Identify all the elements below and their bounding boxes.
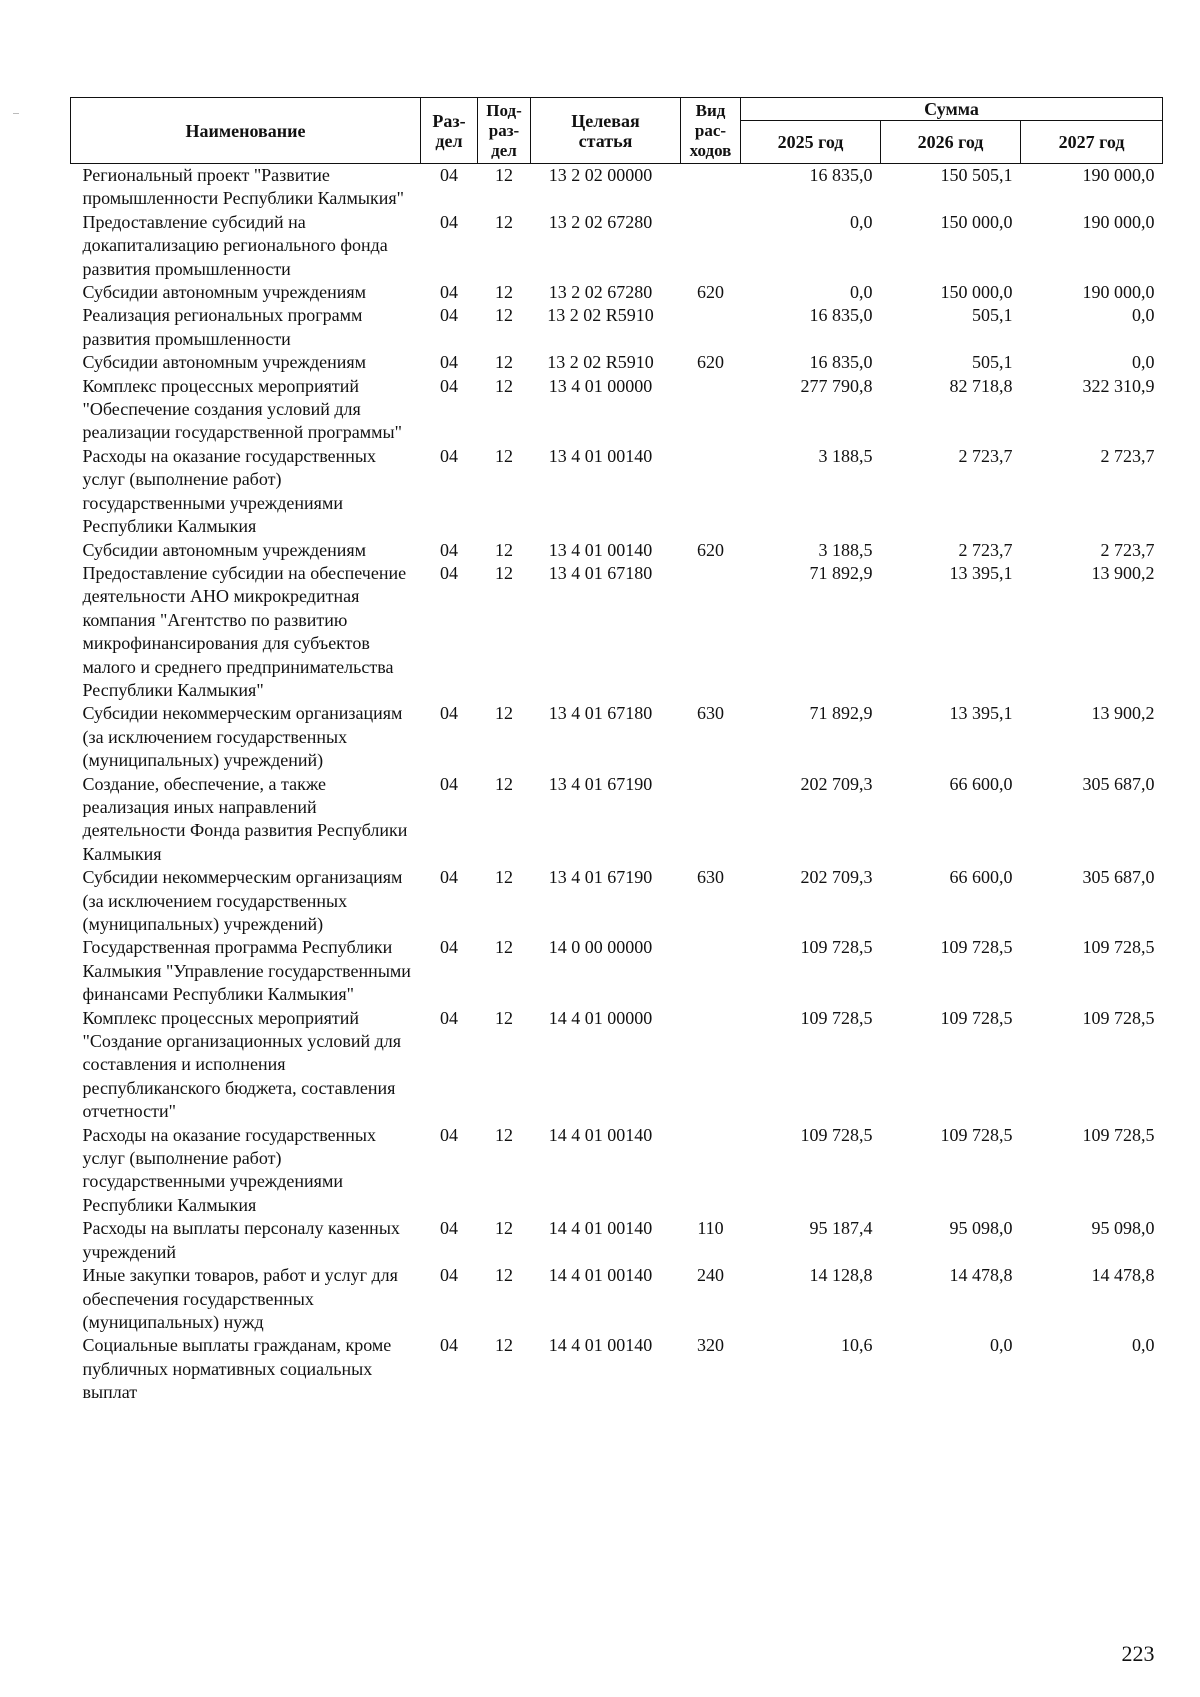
row-vid: 630: [697, 703, 724, 724]
row-value-2025: 109 728,5: [800, 1007, 873, 1028]
row-value-2026: 66 600,0: [949, 867, 1013, 888]
row-name: Предоставление субсидии на обеспечение деятельности АНО микрокредитная компания "Агентство по развитию микрофинансирования для субъектов малого и среднего предпринимательства Республики Калмыкия": [82, 562, 407, 700]
row-celevaya: 14 4 01 00140: [548, 1218, 653, 1239]
row-value-2026: 150 000,0: [940, 211, 1013, 232]
row-value-2025: 202 709,3: [800, 773, 873, 794]
row-value-2025: 16 835,0: [809, 352, 873, 373]
row-value-2025: 10,6: [841, 1335, 873, 1356]
row-value-2026: 95 098,0: [949, 1218, 1013, 1239]
table-row: [71, 164, 1163, 211]
row-celevaya: 13 2 02 R5910: [547, 305, 654, 326]
row-razdel: 04: [440, 562, 458, 583]
row-podrazdel: 12: [495, 1335, 513, 1356]
row-value-2026: 505,1: [972, 352, 1013, 373]
row-podrazdel: 12: [495, 773, 513, 794]
row-vid: [681, 936, 741, 1006]
table-row: [71, 1124, 1163, 1218]
table-row: [71, 351, 1163, 374]
row-value-2027: 13 900,2: [1091, 562, 1155, 583]
row-celevaya: 13 2 02 R5910: [547, 352, 654, 373]
row-podrazdel: 12: [495, 282, 513, 303]
row-value-2027: 0,0: [1132, 352, 1155, 373]
row-value-2026: 13 395,1: [949, 703, 1013, 724]
table-row: [71, 866, 1163, 936]
row-celevaya: 13 4 01 67190: [548, 867, 653, 888]
table-row: [71, 773, 1163, 867]
row-value-2026: 2 723,7: [958, 445, 1013, 466]
row-value-2027: 305 687,0: [1082, 867, 1155, 888]
row-podrazdel: 12: [495, 352, 513, 373]
row-vid: [681, 375, 741, 445]
row-name: Иные закупки товаров, работ и услуг для обеспечения государственных (муниципальных) нужд: [82, 1265, 398, 1332]
table-row: [71, 1217, 1163, 1264]
header-year-2025: 2025 год: [741, 121, 881, 164]
row-value-2025: 277 790,8: [800, 375, 873, 396]
row-value-2027: 14 478,8: [1091, 1265, 1155, 1286]
row-podrazdel: 12: [495, 1124, 513, 1145]
row-razdel: 04: [440, 1218, 458, 1239]
row-value-2025: 3 188,5: [818, 445, 873, 466]
row-podrazdel: 12: [495, 1265, 513, 1286]
row-razdel: 04: [440, 703, 458, 724]
row-value-2025: 0,0: [850, 211, 873, 232]
row-razdel: 04: [440, 773, 458, 794]
row-value-2027: 109 728,5: [1082, 1124, 1155, 1145]
row-value-2027: 2 723,7: [1100, 445, 1155, 466]
table-row: [71, 375, 1163, 445]
row-value-2025: 14 128,8: [809, 1265, 873, 1286]
row-celevaya: 13 2 02 67280: [548, 211, 653, 232]
table-row: [71, 445, 1163, 539]
row-podrazdel: 12: [495, 539, 513, 560]
table-body: [71, 164, 1163, 1405]
row-razdel: 04: [440, 867, 458, 888]
table-row: [71, 211, 1163, 281]
row-razdel: 04: [440, 211, 458, 232]
row-name: Субсидии некоммерческим организациям (за исключением государственных (муниципальных) учреждений): [82, 867, 403, 934]
row-value-2027: 13 900,2: [1091, 703, 1155, 724]
header-razdel: Раз- дел: [421, 98, 478, 164]
row-vid: [681, 304, 741, 351]
row-podrazdel: 12: [495, 445, 513, 466]
header-summa: Сумма: [741, 98, 1163, 121]
row-value-2026: 109 728,5: [940, 1007, 1013, 1028]
row-celevaya: 13 4 01 00000: [548, 375, 653, 396]
row-razdel: 04: [440, 352, 458, 373]
row-value-2026: 13 395,1: [949, 562, 1013, 583]
row-value-2026: 109 728,5: [940, 937, 1013, 958]
row-vid: 620: [697, 352, 724, 373]
table-row: [71, 1007, 1163, 1124]
row-value-2025: 16 835,0: [809, 165, 873, 185]
row-name: Комплекс процессных мероприятий "Обеспечение создания условий для реализации государственной программы": [82, 375, 402, 443]
row-vid: [681, 445, 741, 539]
row-value-2025: 109 728,5: [800, 1124, 873, 1145]
row-value-2025: 95 187,4: [809, 1218, 873, 1239]
header-name: Наименование: [71, 98, 421, 164]
row-value-2025: 109 728,5: [800, 937, 873, 958]
row-razdel: 04: [440, 1335, 458, 1356]
row-vid: 240: [697, 1265, 724, 1286]
row-name: Региональный проект "Развитие промышленности Республики Калмыкия": [82, 165, 404, 209]
row-name: Создание, обеспечение, а также реализация иных направлений деятельности Фонда развития Республики Калмыкия: [82, 773, 408, 864]
row-vid: 620: [697, 282, 724, 303]
row-value-2027: 109 728,5: [1082, 1007, 1155, 1028]
row-vid: [681, 562, 741, 702]
budget-table: [70, 97, 1163, 1405]
row-celevaya: 13 4 01 67180: [548, 703, 653, 724]
row-value-2026: 505,1: [972, 305, 1013, 326]
row-value-2027: 0,0: [1132, 305, 1155, 326]
row-name: Субсидии автономным учреждениям: [82, 539, 367, 560]
row-razdel: 04: [440, 937, 458, 958]
table-row: [71, 304, 1163, 351]
row-celevaya: 13 2 02 67280: [548, 282, 653, 303]
row-vid: 630: [697, 867, 724, 888]
row-value-2025: 16 835,0: [809, 305, 873, 326]
row-value-2025: 0,0: [850, 282, 873, 303]
row-name: Предоставление субсидий на докапитализацию регионального фонда развития промышленности: [82, 211, 388, 279]
row-podrazdel: 12: [495, 867, 513, 888]
row-podrazdel: 12: [495, 1218, 513, 1239]
table-row: [71, 1264, 1163, 1334]
row-razdel: 04: [440, 539, 458, 560]
table-row: [71, 1334, 1163, 1404]
row-value-2026: 150 505,1: [940, 165, 1013, 185]
table-row: [71, 936, 1163, 1006]
row-name: Расходы на оказание государственных услуг (выполнение работ) государственными учреждениями Республики Калмыкия: [82, 1124, 376, 1215]
row-podrazdel: 12: [495, 211, 513, 232]
row-celevaya: 14 4 01 00140: [548, 1265, 653, 1286]
row-vid: [681, 773, 741, 867]
row-podrazdel: 12: [495, 562, 513, 583]
row-celevaya: 13 4 01 00140: [548, 539, 653, 560]
row-value-2025: 202 709,3: [800, 867, 873, 888]
row-value-2027: 2 723,7: [1100, 539, 1155, 560]
row-value-2025: 3 188,5: [818, 539, 873, 560]
row-value-2025: 71 892,9: [809, 562, 873, 583]
row-value-2027: 190 000,0: [1082, 282, 1155, 303]
row-podrazdel: 12: [495, 703, 513, 724]
row-celevaya: 13 4 01 00140: [548, 445, 653, 466]
row-vid: 110: [697, 1218, 724, 1239]
row-value-2027: 190 000,0: [1082, 211, 1155, 232]
row-celevaya: 14 4 01 00000: [548, 1007, 653, 1028]
row-vid: [681, 164, 741, 211]
table-row: [71, 562, 1163, 702]
row-value-2027: 95 098,0: [1091, 1218, 1155, 1239]
row-value-2027: 322 310,9: [1082, 375, 1155, 396]
row-value-2026: 150 000,0: [940, 282, 1013, 303]
row-podrazdel: 12: [495, 305, 513, 326]
row-name: Расходы на оказание государственных услуг (выполнение работ) государственными учреждениями Республики Калмыкия: [82, 445, 376, 537]
row-name: Комплекс процессных мероприятий "Создание организационных условий для составления и исполнения республиканского бюджета, составления отчетности": [82, 1007, 402, 1122]
header-year-2027: 2027 год: [1021, 121, 1163, 164]
row-name: Субсидии автономным учреждениям: [82, 352, 367, 373]
row-podrazdel: 12: [495, 1007, 513, 1028]
header-podrazdel: Под- раз- дел: [478, 98, 531, 164]
row-celevaya: 13 4 01 67190: [548, 773, 653, 794]
row-celevaya: 14 4 01 00140: [548, 1335, 653, 1356]
row-value-2025: 71 892,9: [809, 703, 873, 724]
header-vid: Вид рас- ходов: [681, 98, 741, 164]
row-celevaya: 14 4 01 00140: [548, 1124, 653, 1145]
row-value-2027: 0,0: [1132, 1335, 1155, 1356]
row-value-2026: 2 723,7: [958, 539, 1013, 560]
row-razdel: 04: [440, 1265, 458, 1286]
row-value-2026: 0,0: [990, 1335, 1013, 1356]
header-year-2026: 2026 год: [881, 121, 1021, 164]
row-razdel: 04: [440, 165, 458, 185]
row-value-2027: 190 000,0: [1082, 165, 1155, 185]
page-number: 223: [1121, 1641, 1155, 1666]
row-razdel: 04: [440, 282, 458, 303]
row-value-2027: 305 687,0: [1082, 773, 1155, 794]
table-row: [71, 539, 1163, 562]
row-value-2026: 14 478,8: [949, 1265, 1013, 1286]
row-celevaya: 13 4 01 67180: [548, 562, 653, 583]
scan-artifact: [13, 113, 19, 114]
row-razdel: 04: [440, 445, 458, 466]
row-value-2026: 82 718,8: [949, 375, 1013, 396]
row-name: Социальные выплаты гражданам, кроме публичных нормативных социальных выплат: [82, 1335, 392, 1403]
row-name: Государственная программа Республики Калмыкия "Управление государственными финансами Республики Калмыкия": [82, 937, 411, 1005]
row-razdel: 04: [440, 305, 458, 326]
table-row: [71, 281, 1163, 304]
row-vid: [681, 1124, 741, 1218]
row-name: Субсидии некоммерческим организациям (за исключением государственных (муниципальных) учреждений): [82, 703, 403, 771]
table-header: [71, 98, 1163, 164]
row-podrazdel: 12: [495, 165, 513, 185]
row-value-2026: 66 600,0: [949, 773, 1013, 794]
row-celevaya: 13 2 02 00000: [548, 165, 653, 185]
header-celevaya: Целевая статья: [531, 98, 681, 164]
row-celevaya: 14 0 00 00000: [548, 937, 653, 958]
row-name: Реализация региональных программ развития промышленности: [82, 305, 363, 349]
row-name: Субсидии автономным учреждениям: [82, 282, 367, 303]
row-podrazdel: 12: [495, 937, 513, 958]
row-razdel: 04: [440, 1124, 458, 1145]
row-value-2026: 109 728,5: [940, 1124, 1013, 1145]
row-vid: 320: [697, 1335, 724, 1356]
row-podrazdel: 12: [495, 375, 513, 396]
row-name: Расходы на выплаты персоналу казенных учреждений: [82, 1218, 400, 1262]
row-vid: [681, 1007, 741, 1124]
row-vid: [681, 211, 741, 281]
row-razdel: 04: [440, 1007, 458, 1028]
table-row: [71, 702, 1163, 772]
row-value-2027: 109 728,5: [1082, 937, 1155, 958]
row-razdel: 04: [440, 375, 458, 396]
row-vid: 620: [697, 539, 724, 560]
